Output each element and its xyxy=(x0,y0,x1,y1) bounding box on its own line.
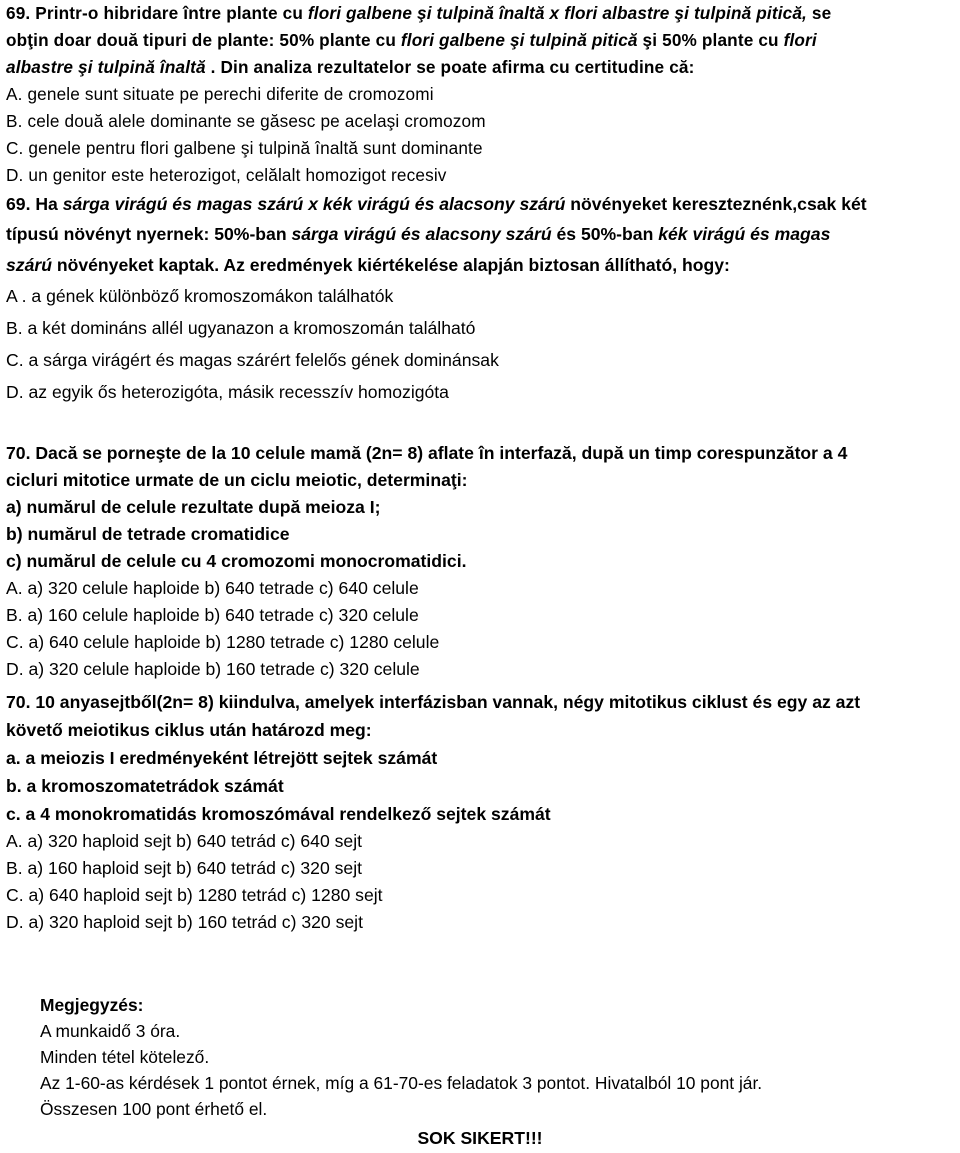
answer-option-c: C. a) 640 celule haploide b) 1280 tetrade c) 1280 celule xyxy=(6,632,440,652)
notes-line: Összesen 100 pont érhető el. xyxy=(40,1099,268,1119)
question-69-hu-line-2: típusú növényt nyernek: 50%-ban sárga virágú és alacsony szárú és 50%-ban kék virágú és magas xyxy=(6,224,831,244)
answer-option-b: B. a) 160 haploid sejt b) 640 tetrád c) 320 sejt xyxy=(6,858,362,878)
question-70-hu xyxy=(6,688,956,936)
answer-option-d: D. a) 320 celule haploide b) 160 tetrade c) 320 celule xyxy=(6,659,420,679)
notes-section xyxy=(40,992,954,1122)
notes-line: Az 1-60-as kérdések 1 pontot érnek, míg a 61-70-es feladatok 3 pontot. Hivatalból 10 pont jár. xyxy=(40,1073,763,1093)
question-70-ro-line-2: cicluri mitotice urmate de un ciclu meiotic, determinaţi: xyxy=(6,470,468,490)
answer-option-a: A. a) 320 haploid sejt b) 640 tetrád c) 640 sejt xyxy=(6,831,362,851)
question-70-ro-line-4: b) numărul de tetrade cromatidice xyxy=(6,524,290,544)
notes-title: Megjegyzés: xyxy=(40,995,144,1015)
question-69-hu xyxy=(6,189,956,408)
answer-option-a: A . a gének különböző kromoszomákon találhatók xyxy=(6,286,394,306)
question-69-hu-line-3: szárú növényeket kaptak. Az eredmények kiértékelése alapján biztosan állítható, hogy: xyxy=(6,255,730,275)
question-69-ro-line-1: 69. Printr-o hibridare între plante cu flori galbene şi tulpină înaltă x flori albastre şi tulpină pitică, se xyxy=(6,3,832,23)
question-70-hu-line-4: b. a kromoszomatetrádok számát xyxy=(6,776,284,796)
question-70-hu-line-3: a. a meiozis I eredményeként létrejött sejtek számát xyxy=(6,748,438,768)
good-luck-footer: SOK SIKERT!!! xyxy=(417,1128,543,1148)
notes-line: A munkaidő 3 óra. xyxy=(40,1021,181,1041)
question-69-hu-line-1: 69. Ha sárga virágú és magas szárú x kék virágú és alacsony szárú növényeket kereszteznénk,csak két xyxy=(6,194,867,214)
notes-line: Minden tétel kötelező. xyxy=(40,1047,210,1067)
question-69-ro-line-3: albastre şi tulpină înaltă . Din analiza rezultatelor se poate afirma cu certitudine că: xyxy=(6,57,695,77)
question-69-ro-line-2: obţin doar două tipuri de plante: 50% plante cu flori galbene şi tulpină pitică şi 50% plante cu flori xyxy=(6,30,817,50)
answer-option-a: A. genele sunt situate pe perechi diferite de cromozomi xyxy=(6,84,434,104)
answer-option-d: D. un genitor este heterozigot, celălalt homozigot recesiv xyxy=(6,165,447,185)
answer-option-b: B. a) 160 celule haploide b) 640 tetrade c) 320 celule xyxy=(6,605,419,625)
question-69-ro xyxy=(6,0,956,189)
answer-option-b: B. cele două alele dominante se găsesc pe acelaşi cromozom xyxy=(6,111,486,131)
answer-option-b: B. a két domináns allél ugyanazon a kromoszomán található xyxy=(6,318,476,338)
answer-option-d: D. az egyik ős heterozigóta, másik recesszív homozigóta xyxy=(6,382,449,402)
answer-option-c: C. a) 640 haploid sejt b) 1280 tetrád c) 1280 sejt xyxy=(6,885,383,905)
question-70-ro-line-1: 70. Dacă se porneşte de la 10 celule mamă (2n= 8) aflate în interfază, după un timp corespunzător a 4 xyxy=(6,443,848,463)
answer-option-a: A. a) 320 celule haploide b) 640 tetrade c) 640 celule xyxy=(6,578,419,598)
question-70-ro xyxy=(6,440,956,683)
answer-option-c: C. a sárga virágért és magas szárért felelős gének dominánsak xyxy=(6,350,499,370)
answer-option-d: D. a) 320 haploid sejt b) 160 tetrád c) 320 sejt xyxy=(6,912,363,932)
answer-option-c: C. genele pentru flori galbene şi tulpină înaltă sunt dominante xyxy=(6,138,483,158)
question-70-ro-line-5: c) numărul de celule cu 4 cromozomi monocromatidici. xyxy=(6,551,467,571)
question-70-ro-line-3: a) numărul de celule rezultate după meioza I; xyxy=(6,497,381,517)
question-70-hu-line-5: c. a 4 monokromatidás kromoszómával rendelkező sejtek számát xyxy=(6,804,551,824)
question-70-hu-line-1: 70. 10 anyasejtből(2n= 8) kiindulva, amelyek interfázisban vannak, négy mitotikus ciklust és egy az azt xyxy=(6,692,861,712)
question-70-hu-line-2: követő meiotikus ciklus után határozd meg: xyxy=(6,720,372,740)
